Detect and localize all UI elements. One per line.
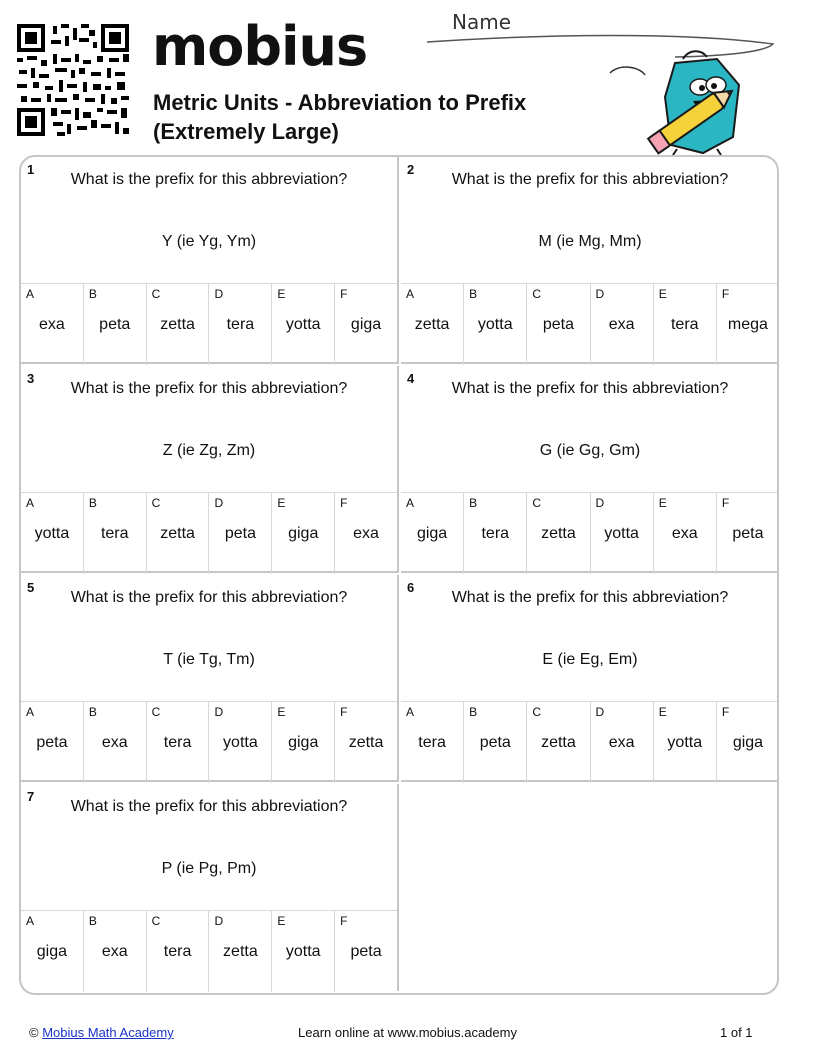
choice-letter: E: [277, 705, 286, 719]
choice-text: yotta: [604, 525, 639, 542]
answer-choice[interactable]: [654, 284, 717, 365]
choice-text: exa: [353, 525, 379, 542]
answer-choice[interactable]: [209, 493, 272, 574]
answer-choice[interactable]: [401, 493, 464, 574]
choice-letter: B: [88, 287, 97, 301]
answer-choice[interactable]: [147, 702, 210, 783]
copyright-symbol: ©: [29, 1025, 39, 1040]
mobius-academy-link[interactable]: Mobius Math Academy: [42, 1025, 174, 1040]
choice-letter: D: [595, 705, 605, 719]
answer-choice[interactable]: [209, 911, 272, 992]
choice-letter: D: [214, 705, 224, 719]
choice-letter: E: [277, 496, 286, 510]
answer-choice[interactable]: [21, 911, 84, 992]
question-number: 6: [407, 580, 415, 595]
answer-choice[interactable]: [147, 284, 210, 365]
choice-text: yotta: [285, 316, 321, 333]
choice-text: peta: [36, 734, 68, 751]
answer-choice[interactable]: [464, 702, 527, 783]
answer-choice[interactable]: [717, 493, 779, 574]
abbreviation: M (ie Mg, Mm): [538, 233, 642, 250]
answer-choice[interactable]: [147, 493, 210, 574]
choice-letter: C: [532, 705, 542, 719]
answer-choice[interactable]: [272, 702, 335, 783]
choice-text: yotta: [223, 734, 258, 751]
name-label: Name: [452, 10, 512, 34]
choice-text: exa: [608, 734, 635, 751]
question-card: [401, 366, 779, 573]
question-number: 1: [27, 162, 35, 177]
mascot-pencil-icon: [605, 45, 750, 157]
choice-letter: B: [469, 705, 478, 719]
answer-choice[interactable]: [591, 493, 654, 574]
answer-choice[interactable]: [654, 493, 717, 574]
choice-letter: E: [277, 287, 286, 301]
answer-choices: [401, 492, 779, 574]
choice-letter: E: [658, 287, 667, 301]
choice-letter: A: [406, 496, 415, 510]
choice-letter: A: [406, 287, 415, 301]
choice-text: yotta: [477, 316, 513, 333]
choice-letter: D: [595, 496, 605, 510]
abbreviation: E (ie Eg, Em): [542, 651, 638, 668]
choice-letter: B: [469, 287, 478, 301]
question-prompt: What is the prefix for this abbreviation?: [70, 171, 348, 188]
choice-letter: D: [214, 287, 224, 301]
answer-choices: [401, 701, 779, 783]
choice-letter: F: [721, 705, 730, 719]
choice-text: tera: [226, 316, 255, 333]
answer-choice[interactable]: [401, 284, 464, 365]
choice-text: giga: [288, 734, 319, 751]
question-card: [21, 366, 399, 573]
choice-text: giga: [350, 316, 382, 333]
answer-choice[interactable]: [272, 284, 335, 365]
answer-choices: [21, 910, 397, 992]
choice-text: zetta: [541, 525, 576, 542]
choice-letter: C: [151, 496, 161, 510]
choice-text: exa: [101, 734, 128, 751]
choice-text: giga: [416, 525, 448, 542]
choice-text: giga: [288, 525, 319, 542]
answer-choice[interactable]: [21, 702, 84, 783]
choice-text: exa: [608, 316, 635, 333]
choice-text: zetta: [223, 943, 258, 960]
answer-choice[interactable]: [527, 702, 590, 783]
choice-text: tera: [163, 943, 192, 960]
answer-choice[interactable]: [527, 493, 590, 574]
question-prompt: What is the prefix for this abbreviation?: [451, 380, 729, 397]
question-card: [401, 157, 779, 364]
choice-text: giga: [732, 734, 764, 751]
choice-letter: E: [658, 496, 667, 510]
answer-choice[interactable]: [209, 284, 272, 365]
mobius-logo: [152, 15, 368, 78]
choice-letter: A: [406, 705, 415, 719]
question-number: 7: [27, 789, 35, 804]
answer-choices: [401, 283, 779, 365]
choice-text: tera: [100, 525, 129, 542]
choice-text: zetta: [160, 316, 195, 333]
choice-text: peta: [732, 525, 764, 542]
choice-text: zetta: [160, 525, 195, 542]
choice-letter: A: [26, 705, 35, 719]
answer-choice[interactable]: [272, 493, 335, 574]
choice-text: zetta: [348, 734, 384, 751]
choice-text: yotta: [34, 525, 70, 542]
choice-text: peta: [479, 734, 511, 751]
choice-letter: C: [532, 287, 542, 301]
choice-letter: A: [26, 287, 35, 301]
answer-choice[interactable]: [335, 911, 397, 992]
choice-text: exa: [39, 316, 65, 333]
choice-text: exa: [671, 525, 698, 542]
choice-letter: F: [721, 287, 730, 301]
answer-choice[interactable]: [527, 284, 590, 365]
choice-letter: A: [26, 914, 35, 928]
choice-text: tera: [481, 525, 510, 542]
choice-text: giga: [36, 943, 68, 960]
answer-choice[interactable]: [84, 493, 147, 574]
abbreviation: T (ie Tg, Tm): [163, 651, 255, 668]
question-number: 3: [27, 371, 35, 386]
choice-letter: C: [151, 705, 161, 719]
choice-letter: E: [658, 705, 667, 719]
footer-learn-online: Learn online at www.mobius.academy: [298, 1025, 517, 1040]
choice-text: zetta: [414, 316, 450, 333]
answer-choices: [21, 701, 397, 783]
choice-text: zetta: [541, 734, 576, 751]
question-prompt: What is the prefix for this abbreviation?: [451, 171, 729, 188]
choice-letter: F: [340, 914, 348, 928]
question-prompt: What is the prefix for this abbreviation?: [70, 589, 348, 606]
title-line-2: (Extremely Large): [153, 119, 339, 144]
page-indicator: 1 of 1: [720, 1025, 753, 1040]
qr-code-icon: [17, 24, 129, 136]
answer-choice[interactable]: [84, 284, 147, 365]
choice-letter: F: [340, 705, 348, 719]
choice-text: peta: [542, 316, 574, 333]
answer-choice[interactable]: [335, 493, 397, 574]
question-grid: [19, 155, 779, 995]
choice-text: peta: [224, 525, 256, 542]
choice-letter: B: [88, 705, 97, 719]
abbreviation: Z (ie Zg, Zm): [162, 442, 256, 459]
abbreviation: G (ie Gg, Gm): [539, 442, 641, 459]
question-prompt: What is the prefix for this abbreviation?: [70, 798, 348, 815]
answer-choice[interactable]: [401, 702, 464, 783]
answer-choice[interactable]: [21, 493, 84, 574]
abbreviation: Y (ie Yg, Ym): [161, 233, 257, 250]
choice-letter: D: [595, 287, 605, 301]
answer-choice[interactable]: [147, 911, 210, 992]
choice-text: exa: [101, 943, 128, 960]
abbreviation: P (ie Pg, Pm): [161, 860, 257, 877]
answer-choices: [21, 492, 397, 574]
answer-choice[interactable]: [272, 911, 335, 992]
choice-letter: C: [151, 914, 161, 928]
answer-choice[interactable]: [84, 911, 147, 992]
empty-cell: [401, 784, 779, 993]
choice-letter: C: [532, 496, 542, 510]
question-number: 2: [407, 162, 415, 177]
choice-letter: B: [469, 496, 478, 510]
answer-choice[interactable]: [464, 493, 527, 574]
answer-choice[interactable]: [591, 284, 654, 365]
choice-text: yotta: [285, 943, 321, 960]
answer-choice[interactable]: [335, 284, 397, 365]
answer-choice[interactable]: [21, 284, 84, 365]
question-number: 4: [407, 371, 415, 386]
question-prompt: What is the prefix for this abbreviation?: [451, 589, 729, 606]
question-number: 5: [27, 580, 35, 595]
choice-text: tera: [670, 316, 699, 333]
choice-text: tera: [163, 734, 192, 751]
choice-letter: B: [88, 914, 97, 928]
worksheet-title: [153, 88, 526, 146]
choice-letter: D: [214, 496, 224, 510]
answer-choice[interactable]: [209, 702, 272, 783]
answer-choice[interactable]: [335, 702, 397, 783]
choice-letter: F: [340, 496, 348, 510]
choice-text: peta: [99, 316, 131, 333]
choice-text: yotta: [667, 734, 703, 751]
question-card: [21, 157, 399, 364]
title-line-1: Metric Units - Abbreviation to Prefix: [153, 90, 527, 115]
choice-letter: F: [340, 287, 348, 301]
question-card: [21, 575, 399, 782]
choice-letter: E: [277, 914, 286, 928]
answer-choice[interactable]: [464, 284, 527, 365]
choice-text: tera: [418, 734, 446, 751]
question-prompt: What is the prefix for this abbreviation?: [70, 380, 348, 397]
choice-letter: B: [88, 496, 97, 510]
choice-letter: C: [151, 287, 161, 301]
choice-text: mega: [727, 316, 768, 333]
choice-letter: F: [721, 496, 730, 510]
choice-text: peta: [350, 943, 382, 960]
answer-choice[interactable]: [717, 284, 779, 365]
answer-choice[interactable]: [591, 702, 654, 783]
answer-choices: [21, 283, 397, 365]
question-card: [21, 784, 399, 991]
answer-choice[interactable]: [654, 702, 717, 783]
logo-text: mobius: [152, 15, 368, 78]
answer-choice[interactable]: [717, 702, 779, 783]
question-card: [401, 575, 779, 782]
answer-choice[interactable]: [84, 702, 147, 783]
choice-letter: A: [26, 496, 35, 510]
choice-letter: D: [214, 914, 224, 928]
